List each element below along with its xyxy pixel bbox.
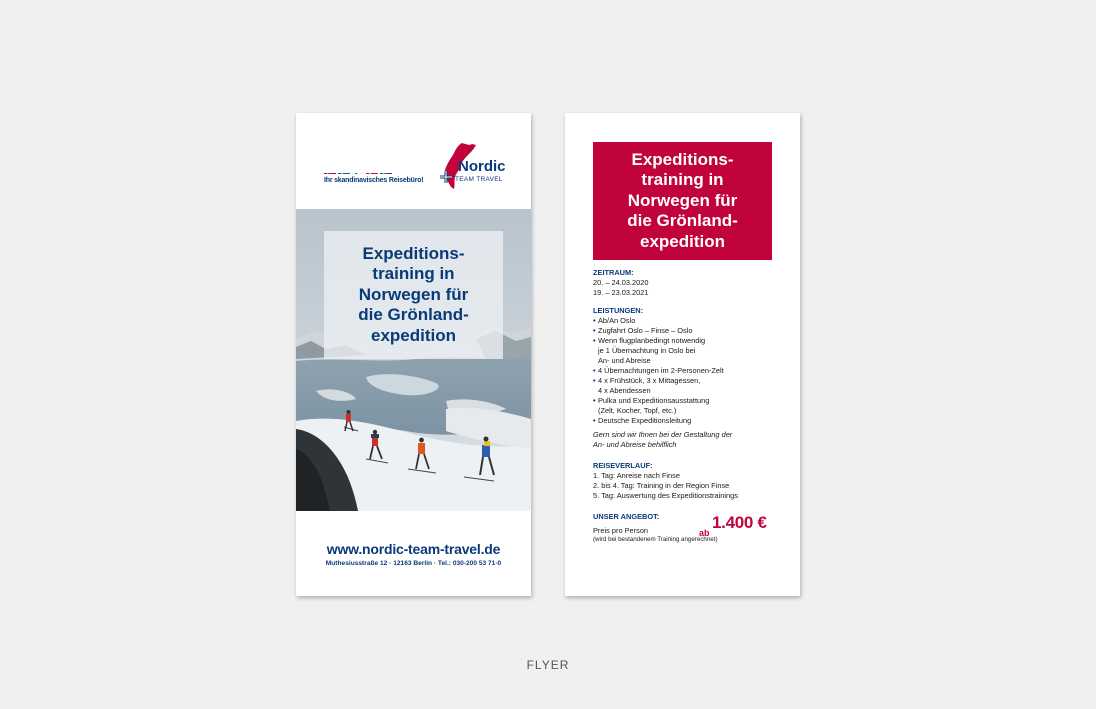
price-label: Preis pro Person <box>593 526 649 535</box>
logo-subtitle: TEAM TRAVEL <box>455 176 503 183</box>
front-title-line: Norwegen für <box>358 284 469 304</box>
back-title-box <box>593 142 772 260</box>
finland-flag-icon <box>352 167 364 174</box>
flyer-back <box>565 113 800 596</box>
denmark-flag-icon <box>366 167 378 174</box>
front-title-line: training in <box>372 264 455 284</box>
reiseverlauf-heading: REISEVERLAUF: <box>593 461 653 470</box>
norway-flag-icon <box>324 167 336 174</box>
flag-row <box>324 167 392 174</box>
itinerary-day: 1. Tag: Anreise nach Finse <box>593 471 680 480</box>
price-note: (wird bei bestandenem Training angerechnet) <box>593 536 718 543</box>
list-item: • Pulka und Expeditionsausstattung (Zelt, Kocher, Topf, etc.) <box>593 396 710 415</box>
tagline: Ihr skandinavisches Reisebüro! <box>324 177 424 184</box>
itinerary-day: 2. bis 4. Tag: Training in der Region Finse <box>593 481 730 490</box>
front-title-line: expedition <box>370 325 456 345</box>
logo-wordmark: Nordic <box>458 158 506 175</box>
service-note: Gern sind wir Ihnen bei der Gestaltung der <box>593 430 733 439</box>
back-title-line: Norwegen für <box>627 190 738 210</box>
list-item: • Wenn flugplanbedingt notwendig je 1 Übernachtung in Oslo bei An- und Abreise <box>593 336 706 365</box>
price-value: 1.400 € <box>712 513 767 532</box>
list-item-text: 4 Übernachtungen im 2-Personen-Zelt <box>598 366 724 375</box>
price-prefix: ab <box>699 528 710 538</box>
itinerary-day: 5. Tag: Auswertung des Expeditionstrainings <box>593 491 738 500</box>
date-range: 20. – 24.03.2020 <box>593 278 649 287</box>
list-item: • Zugfahrt Oslo – Finse – Oslo <box>593 326 693 335</box>
service-note: An- und Abreise behilflich <box>593 440 677 449</box>
nordic-team-travel-logo <box>438 141 504 191</box>
hero-photo <box>296 209 531 511</box>
website-url: www.nordic-team-travel.de <box>326 541 501 557</box>
list-item: • 4 Übernachtungen im 2-Personen-Zelt <box>593 366 724 375</box>
back-title-line: Expeditions- <box>631 149 734 169</box>
back-title-line: training in <box>641 170 724 190</box>
list-item: • Ab/An Oslo <box>593 316 636 325</box>
angebot-heading: UNSER ANGEBOT: <box>593 512 660 521</box>
front-title-box <box>324 231 503 359</box>
flyer-details <box>593 268 778 548</box>
list-item-text: 4 x Frühstück, 3 x Mittagessen, 4 x Abendessen <box>598 376 701 395</box>
flyer-front <box>296 113 531 596</box>
iceland-flag-icon <box>380 167 392 174</box>
caption: FLYER <box>526 658 570 672</box>
sweden-flag-icon <box>338 167 350 174</box>
date-range: 19. – 23.03.2021 <box>593 288 649 297</box>
list-item-text: Ab/An Oslo <box>598 316 636 325</box>
list-item-text: Zugfahrt Oslo – Finse – Oslo <box>598 326 693 335</box>
list-item: • Deutsche Expeditionsleitung <box>593 416 692 425</box>
zeitraum-heading: ZEITRAUM: <box>593 268 634 277</box>
list-item-text: Deutsche Expeditionsleitung <box>598 416 692 425</box>
list-item-text: Wenn flugplanbedingt notwendig je 1 Übernachtung in Oslo bei An- und Abreise <box>598 336 706 365</box>
list-item-text: Pulka und Expeditionsausstattung (Zelt, Kocher, Topf, etc.) <box>598 396 710 415</box>
front-title-line: Expeditions- <box>362 243 465 263</box>
leistungen-heading: LEISTUNGEN: <box>593 306 644 315</box>
postal-address: Muthesiusstraße 12 · 12163 Berlin · Tel.: 030-200 53 71-0 <box>325 560 502 567</box>
back-title-line: die Grönland- <box>627 211 738 231</box>
list-item: • 4 x Frühstück, 3 x Mittagessen, 4 x Abendessen <box>593 376 701 395</box>
front-title-line: die Grönland- <box>358 305 469 325</box>
back-title-line: expedition <box>639 231 725 251</box>
